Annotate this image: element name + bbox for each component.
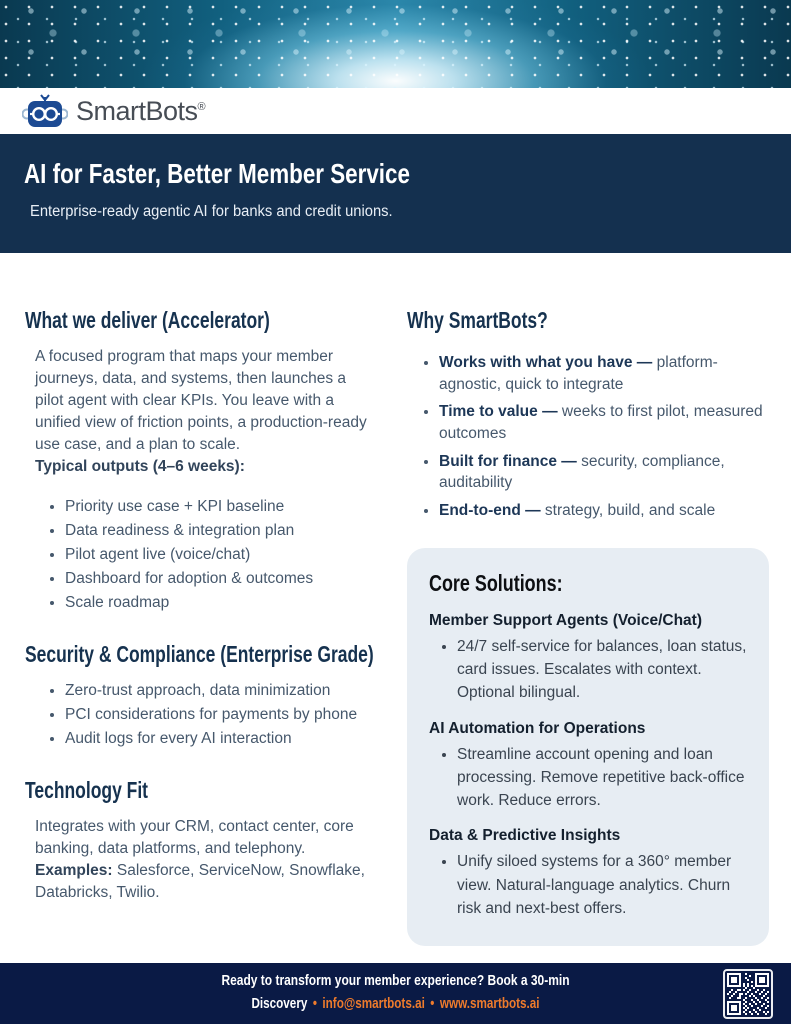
core-group-title-support: Member Support Agents (Voice/Chat) xyxy=(429,611,702,629)
why-list xyxy=(407,352,769,522)
list-item: • Audit logs for every AI interaction xyxy=(65,728,377,750)
email-link[interactable]: info@smartbots.ai xyxy=(322,995,425,1012)
typical-outputs-label: Typical outputs (4–6 weeks): xyxy=(35,458,245,475)
list-item: • Scale roadmap xyxy=(65,592,377,614)
list-item: • Dashboard for adoption & outcomes xyxy=(65,568,377,590)
list-item: • Unify siloed systems for a 360° member view. Natural-language analytics. Churn risk and next-best offers. xyxy=(457,850,747,920)
qr-code xyxy=(723,969,773,1019)
logo-bar xyxy=(0,88,791,134)
core-group-title-insights: Data & Predictive Insights xyxy=(429,827,621,845)
list-item: • 24/7 self-service for balances, loan status, card issues. Escalates with context. Optional bilingual. xyxy=(457,635,747,705)
list-item: • Time to value — weeks to first pilot, measured outcomes xyxy=(439,401,769,444)
core-solutions-card xyxy=(407,548,769,946)
page-subtitle: Enterprise-ready agentic AI for banks and credit unions. xyxy=(30,203,393,220)
footer-cta-bar xyxy=(0,963,791,1024)
footer-cta-text: Ready to transform your member experience? Book a 30-min xyxy=(221,972,570,989)
core-group-list xyxy=(429,743,747,813)
footer-contact-line xyxy=(87,995,704,1012)
deliver-outputs-list xyxy=(25,496,377,614)
list-item: • Streamline account opening and loan processing. Remove repetitive back-office work. Reduce errors. xyxy=(457,743,747,813)
list-item: • Built for finance — security, compliance, auditability xyxy=(439,451,769,494)
core-group-list xyxy=(429,635,747,705)
discovery-label: Discovery xyxy=(251,995,308,1012)
section-heading-technology: Technology Fit xyxy=(25,777,149,803)
security-list xyxy=(25,680,377,750)
list-item: • Works with what you have — platform-agnostic, quick to integrate xyxy=(439,352,769,395)
section-heading-why: Why SmartBots? xyxy=(407,307,548,333)
list-item: • End-to-end — strategy, build, and scale xyxy=(439,500,769,522)
technology-body-text: Integrates with your CRM, contact center, core banking, data platforms, and telephony. Examples: Salesforce, ServiceNow, Snowflake, Databricks, Twilio. xyxy=(35,818,365,901)
core-group-title-automation: AI Automation for Operations xyxy=(429,719,646,737)
examples-label: Examples: xyxy=(35,862,113,879)
website-link[interactable]: www.smartbots.ai xyxy=(439,995,540,1012)
title-banner xyxy=(0,134,791,253)
list-item: • PCI considerations for payments by phone xyxy=(65,704,377,726)
list-item: • Data readiness & integration plan xyxy=(65,520,377,542)
logo-wordmark: SmartBots® xyxy=(76,95,206,126)
list-item: • Pilot agent live (voice/chat) xyxy=(65,544,377,566)
section-heading-security: Security & Compliance (Enterprise Grade) xyxy=(25,641,374,667)
registered-mark: ® xyxy=(197,100,206,113)
body-content xyxy=(0,253,791,946)
core-group-list xyxy=(429,850,747,920)
hero-particle-image xyxy=(0,0,791,88)
bullet-separator-icon: • xyxy=(430,995,435,1012)
section-heading-deliver: What we deliver (Accelerator) xyxy=(25,307,270,333)
right-column xyxy=(407,307,769,946)
list-item: • Priority use case + KPI baseline xyxy=(65,496,377,518)
core-solutions-heading: Core Solutions: xyxy=(429,569,563,596)
deliver-body-text: A focused program that maps your member journeys, data, and systems, then launches a pilot agent with clear KPIs. You leave with a unified view of friction points, a production-ready use case, and a plan to scale. xyxy=(35,348,367,453)
left-column xyxy=(25,307,377,946)
list-item: • Zero-trust approach, data minimization xyxy=(65,680,377,702)
smartbots-robot-icon xyxy=(22,93,68,129)
page-title: AI for Faster, Better Member Service xyxy=(24,158,410,189)
bullet-separator-icon: • xyxy=(312,995,317,1012)
